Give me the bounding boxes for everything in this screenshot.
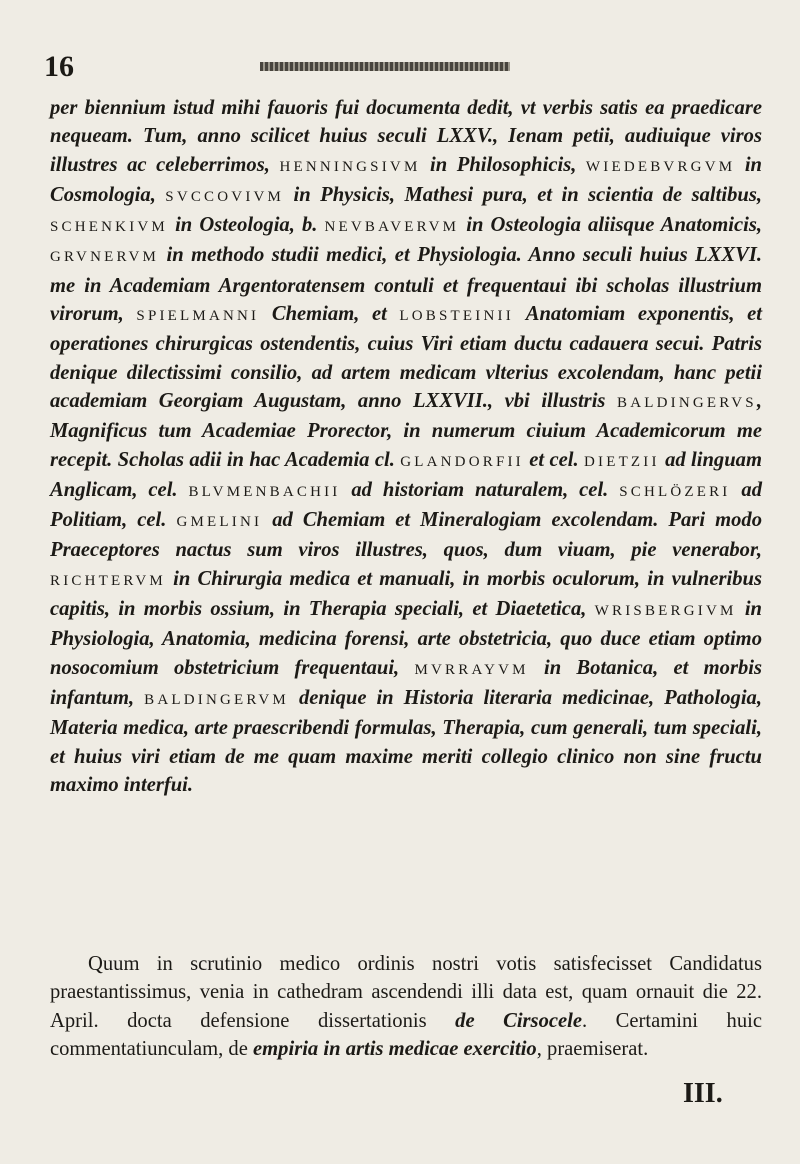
text-run: Chemiam, et <box>259 303 400 326</box>
text-run: Anatomiam exponentis, et operationes chirurgicas ostendentis, cuius Viri etiam ductu cadauera secui. Patris denique dilectissimi consilio, ad artem medicam vlterius excolendam, hanc petii academiam Georgiam Augustam, anno LXXVII., vbi illustris <box>50 303 762 412</box>
page-number: 16 <box>44 50 74 83</box>
text-run: in Osteologia, b. <box>167 214 325 237</box>
person-name: BALDINGERVS <box>617 394 757 411</box>
text-run: Quum in scrutinio medico ordinis nostri votis satisfecisset Candidatus praestantissimus, venia in cathedram ascendendi illi data est, quam ornauit die 22. April. docta defensione dissertationis <box>50 953 762 1032</box>
person-name: WIEDEBVRGVM <box>585 158 736 175</box>
person-name: LOBSTEINII <box>399 308 514 325</box>
person-name: GMELINI <box>176 514 263 531</box>
text-run: Tum, anno scilicet huius seculi LXXV., Ienam petii, audiuique viros illustres ac celeberrimos, <box>50 125 762 176</box>
text-run: . Certamini huic commentatiunculam, de <box>50 1009 762 1060</box>
text-run: , Magnificus tum Academiae Prorector, in numerum ciuium Academicorum me recepit. Scholas adii in hac Academia cl. <box>50 389 762 471</box>
italic-phrase: empiria in artis medicae exercitio <box>253 1037 537 1060</box>
text-run: in Botanica, et morbis infantum, <box>50 656 762 709</box>
person-name: DIETZII <box>583 453 660 470</box>
person-name: HENNINGSIVM <box>279 158 421 175</box>
person-name: BLVMENBACHII <box>188 483 341 500</box>
person-name: RICHTERVM <box>50 572 166 589</box>
person-name: SVCCOVIVM <box>165 188 285 205</box>
catchword: III. <box>683 1078 723 1109</box>
text-run: in Physiologia, Anatomia, medicina forensi, arte obstetricia, quo duce etiam optimo nosocomium obstetricium frequentaui, <box>50 598 762 679</box>
person-name: BALDINGERVM <box>144 691 289 708</box>
text-run: in Philosophicis, <box>420 153 586 176</box>
header-ornament-rule <box>260 62 510 71</box>
text-run: et cel. <box>523 448 584 471</box>
person-name: GLANDORFII <box>400 453 524 470</box>
text-run: , praemiserat. <box>536 1037 649 1060</box>
person-name: NEVBAVERVM <box>324 219 460 236</box>
person-name: SCHENKIVM <box>50 219 168 236</box>
text-run: ad Politiam, cel. <box>50 478 762 532</box>
text-run: in Physicis, Mathesi pura, et in scientia de saltibus, <box>284 183 762 206</box>
person-name: GRVNERVM <box>50 249 160 266</box>
paragraph-biography <box>50 94 762 799</box>
person-name: SPIELMANNI <box>136 308 260 325</box>
italic-phrase: de Cirsocele <box>455 1009 583 1032</box>
text-run: ad linguam Anglicam, cel. <box>50 448 762 501</box>
text-run: in methodo studii medici, et Physiologia. Anno seculi huius LXXVI. me in Academiam Argentoratensem contuli et frequentaui ibi scholas illustrium virorum, <box>50 244 762 326</box>
text-run: in Osteologia aliisque Anatomicis, <box>459 214 762 237</box>
person-name: MVRRAYVM <box>414 661 529 678</box>
text-run: ad Chemiam et Mineralogiam excolendam. Pari modo Praeceptores nactus sum viros illustres, quos, dum viuam, pie venerabor, <box>50 509 762 562</box>
text-run: in Chirurgia medica et manuali, in morbis oculorum, in vulneribus capitis, in morbis ossium, in Therapia speciali, et Diaetetica, <box>50 567 762 621</box>
person-name: WRISBERGIVM <box>594 603 737 620</box>
text-run: ad historiam naturalem, cel. <box>340 478 620 501</box>
person-name: SCHLÖZERI <box>619 483 731 500</box>
text-run: denique in Historia literaria medicinae, Pathologia, Materia medica, arte praescribendi formulas, Therapia, cum generali, tum speciali, et huius viri etiam de me quam maxime meriti collegio clinico non sine fructu maximo interfui. <box>50 686 762 796</box>
text-run: in Cosmologia, <box>50 153 763 206</box>
text-run: per biennium istud mihi fauoris fui documenta dedit, vt verbis satis ea praedicare nequeam. <box>50 97 762 148</box>
paragraph-disputation <box>50 950 762 1063</box>
